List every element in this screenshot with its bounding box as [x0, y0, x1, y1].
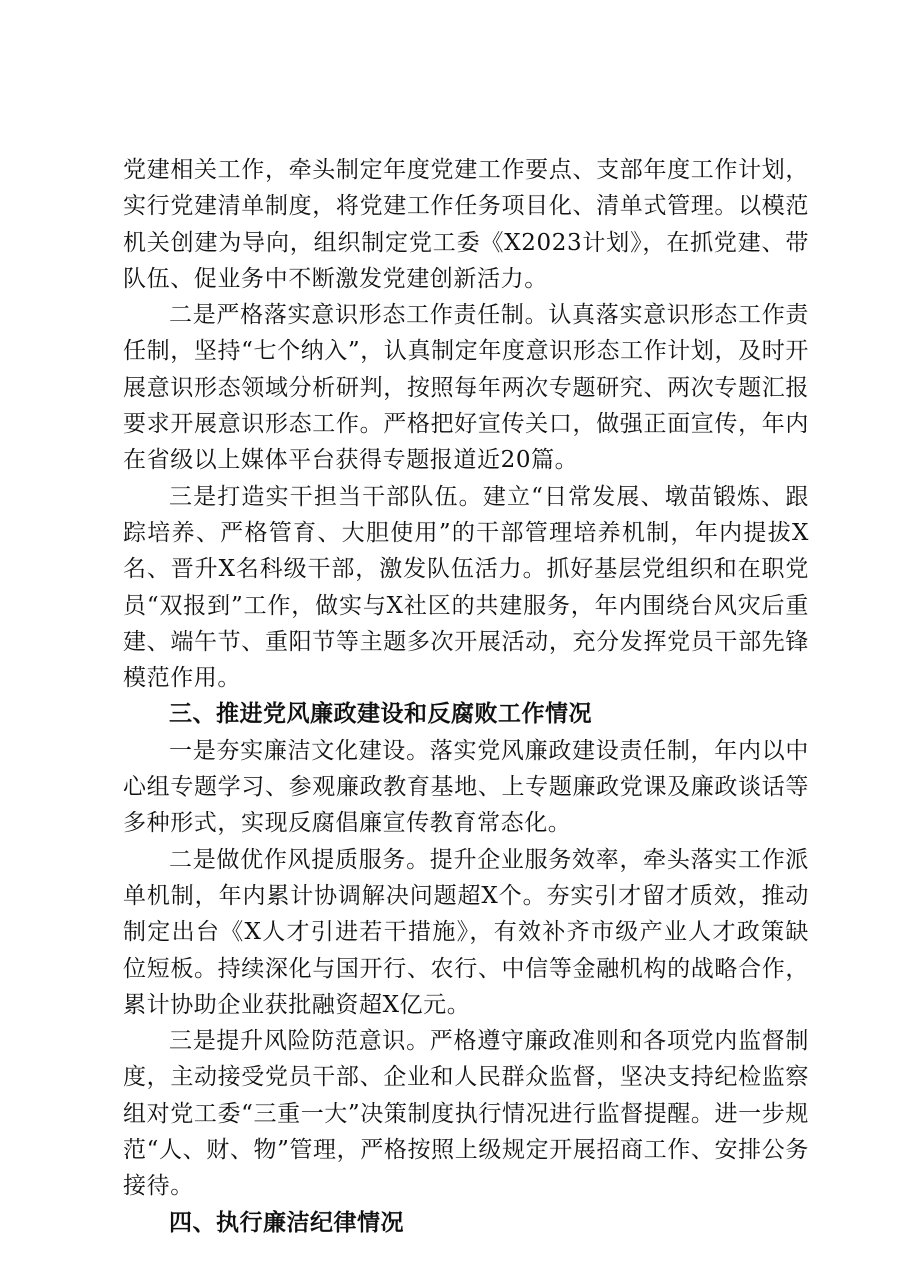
paragraph-party-building-continued: 党建相关工作，牵头制定年度党建工作要点、支部年度工作计划，实行党建清单制度，将党建工作任务项目化、清单式管理。以模范机关创建为导向，组织制定党工委《X2023计划》，在抓党建、带队伍、促业务中不断激发党建创新活力。 [123, 157, 809, 292]
paragraph-work-style-service: 二是做优作风提质服务。提升企业服务效率，牵头落实工作派单机制，年内累计协调解决问题超X个。夯实引才留才质效，推动制定出台《X人才引进若干措施》，有效补齐市级产业人才政策缺位短板。持续深化与国开行、农行、中信等金融机构的战略合作，累计协助企业获批融资超X亿元。 [123, 846, 809, 1018]
section-heading-4: 四、执行廉洁纪律情况 [169, 1209, 404, 1236]
section-heading-3: 三、推进党风廉政建设和反腐败工作情况 [169, 701, 592, 728]
paragraph-cadre-team: 三是打造实干担当干部队伍。建立“日常发展、墩苗锻炼、跟踪培养、严格管育、大胆使用”的干部管理培养机制，年内提拔X名、晋升X名科级干部，激发队伍活力。抓好基层党组织和在职党员“双报到”工作，做实与X社区的共建服务，年内围绕台风灾后重建、端午节、重阳节等主题多次开展活动，充分发挥党员干部先锋模范作用。 [123, 483, 809, 692]
paragraph-clean-culture: 一是夯实廉洁文化建设。落实党风廉政建设责任制，年内以中心组专题学习、参观廉政教育基地、上专题廉政党课及廉政谈话等多种形式，实现反腐倡廉宣传教育常态化。 [123, 737, 809, 837]
document-page [123, 152, 809, 1241]
paragraph-ideology-responsibility: 二是严格落实意识形态工作责任制。认真落实意识形态工作责任制，坚持“七个纳入”，认真制定年度意识形态工作计划，及时开展意识形态领域分析研判，按照每年两次专题研究、两次专题汇报要求开展意识形态工作。严格把好宣传关口，做强正面宣传，年内在省级以上媒体平台获得专题报道近20篇。 [123, 302, 809, 474]
paragraph-risk-prevention: 三是提升风险防范意识。严格遵守廉政准则和各项党内监督制度，主动接受党员干部、企业和人民群众监督，坚决支持纪检监察组对党工委“三重一大”决策制度执行情况进行监督提醒。进一步规范“人、财、物”管理，严格按照上级规定开展招商工作、安排公务接待。 [123, 1028, 809, 1200]
